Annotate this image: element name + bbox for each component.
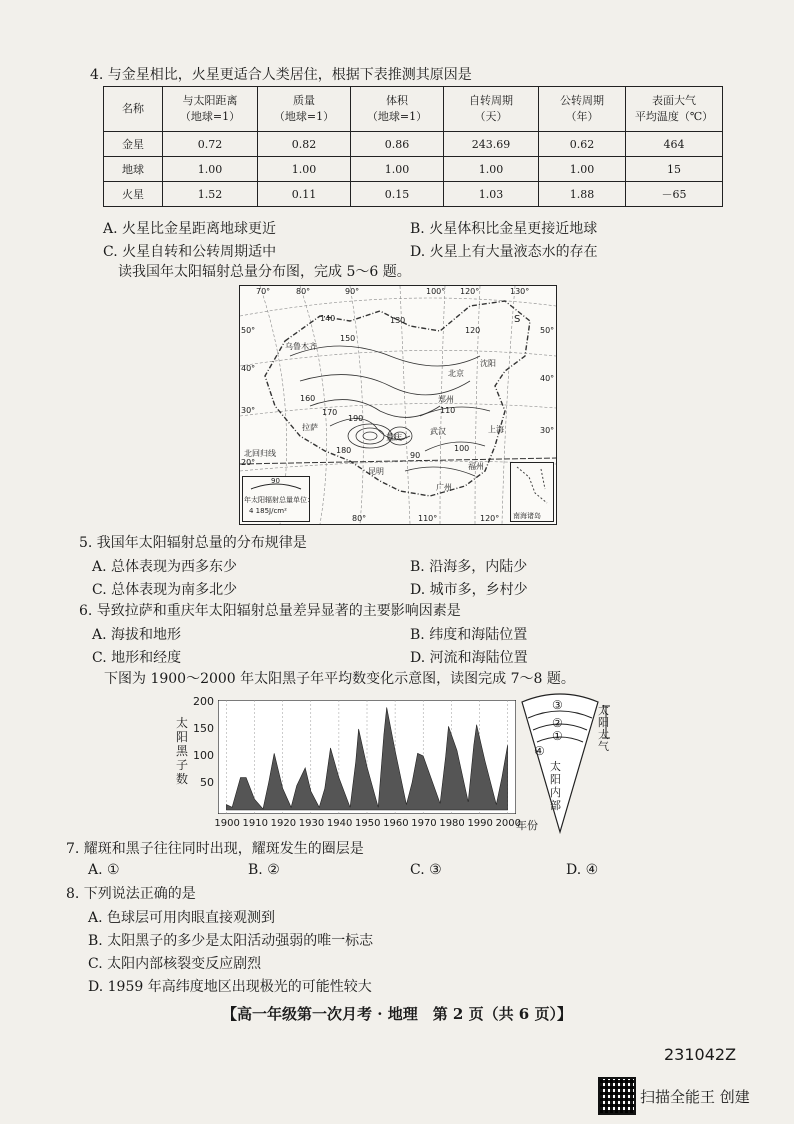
map-tick: 80° xyxy=(352,514,367,523)
sun-atmosphere-label: 太阳大气 xyxy=(598,704,609,753)
x-tick-label: 1980 xyxy=(439,818,465,829)
sun-layer-4: ④ xyxy=(534,744,545,758)
y-tick-label: 100 xyxy=(193,749,214,762)
x-tick-label: 1970 xyxy=(411,818,437,829)
x-tick-label: 1910 xyxy=(242,818,268,829)
map-tick: 120° xyxy=(460,287,480,296)
q8-option-c[interactable]: C. 太阳内部核裂变反应剧烈 xyxy=(88,956,262,972)
city-label: 乌鲁木齐 xyxy=(285,342,317,351)
map-tick: 110° xyxy=(418,514,438,523)
q5-option-b[interactable]: B. 沿海多，内陆少 xyxy=(410,559,528,575)
city-label: 北京 xyxy=(448,369,464,378)
map-tick: 20° xyxy=(241,458,256,467)
q5-option-a[interactable]: A. 总体表现为西多东少 xyxy=(92,559,238,575)
map-tick: 30° xyxy=(540,426,555,435)
qr-code-icon xyxy=(598,1077,636,1115)
isoline-label: 160 xyxy=(300,394,316,403)
intro-7-8: 下图为 1900～2000 年太阳黑子年平均数变化示意图，读图完成 7～8 题。 xyxy=(104,671,575,687)
table-header: 表面大气 平均温度（℃） xyxy=(626,87,723,132)
map-tick: 120° xyxy=(480,514,500,523)
q5-option-c[interactable]: C. 总体表现为南多北少 xyxy=(92,582,238,598)
table-header: 公转周期 （年） xyxy=(539,87,626,132)
isoline-label: 110 xyxy=(440,406,456,415)
q7-option-a[interactable]: A. ① xyxy=(88,862,120,878)
isoline-label: 180 xyxy=(336,446,352,455)
q8-option-d[interactable]: D. 1959 年高纬度地区出现极光的可能性较大 xyxy=(88,979,372,995)
city-label: 拉萨 xyxy=(302,423,318,432)
q6-option-a[interactable]: A. 海拔和地形 xyxy=(92,627,182,643)
city-label: 郑州 xyxy=(438,395,454,404)
inset-label: 南海诸岛 xyxy=(513,512,541,520)
q8-option-b[interactable]: B. 太阳黑子的多少是太阳活动强弱的唯一标志 xyxy=(88,933,374,949)
tropic-label: 北回归线 xyxy=(244,449,276,458)
isoline-label: 140 xyxy=(320,314,336,323)
south-china-sea-inset xyxy=(510,462,554,522)
table-header-row xyxy=(104,87,723,132)
city-label: 福州 xyxy=(468,462,484,471)
q4-stem: 4. 与金星相比，火星更适合人类居住，根据下表推测其原因是 xyxy=(90,67,472,83)
isoline-label: 130 xyxy=(390,316,406,325)
q6-option-d[interactable]: D. 河流和海陆位置 xyxy=(410,650,528,666)
x-tick-label: 1960 xyxy=(383,818,409,829)
table-header: 体积 （地球=1） xyxy=(351,87,444,132)
isoline-label: 190 xyxy=(348,414,364,423)
x-tick-label: 1920 xyxy=(270,818,297,829)
map-legend xyxy=(242,476,314,522)
intro-5-6: 读我国年太阳辐射总量分布图，完成 5～6 题。 xyxy=(118,264,411,280)
solar-radiation-map xyxy=(239,285,557,525)
exam-code: 231042Z xyxy=(664,1045,737,1064)
sunspot-chart xyxy=(218,700,516,814)
legend-sample-value: 90 xyxy=(271,477,280,485)
sun-layer-1: ① xyxy=(552,729,563,743)
table-header: 质量 （地球=1） xyxy=(258,87,351,132)
map-tick: 90° xyxy=(345,287,360,296)
map-tick: 50° xyxy=(540,326,555,335)
table-header: 与太阳距离 （地球=1） xyxy=(163,87,258,132)
x-tick-label: 1930 xyxy=(298,818,325,829)
q4-option-c[interactable]: C. 火星自转和公转周期适中 xyxy=(103,244,277,260)
q4-option-d[interactable]: D. 火星上有大量液态水的存在 xyxy=(410,244,598,260)
city-label: 昆明 xyxy=(368,467,384,476)
isoline-label: 170 xyxy=(322,408,338,417)
x-tick-label: 1950 xyxy=(355,818,381,829)
legend-unit-label: 年太阳辐射总量单位： xyxy=(244,496,314,504)
table-row: 地球 1.00 1.00 1.00 1.00 1.00 15 xyxy=(104,157,723,182)
q7-option-b[interactable]: B. ② xyxy=(248,862,280,878)
scanner-watermark: 扫描全能王 创建 xyxy=(640,1088,750,1106)
map-tick: 40° xyxy=(241,364,256,373)
q7-option-c[interactable]: C. ③ xyxy=(410,862,442,878)
y-tick-label: 150 xyxy=(193,722,214,735)
q5-option-d[interactable]: D. 城市多，乡村少 xyxy=(410,582,528,598)
q6-stem: 6. 导致拉萨和重庆年太阳辐射总量差异显著的主要影响因素是 xyxy=(79,603,461,619)
x-tick-label: 2000 xyxy=(495,818,522,829)
table-row: 金星 0.72 0.82 0.86 243.69 0.62 464 xyxy=(104,132,723,157)
isoline-label: 100 xyxy=(454,444,470,453)
city-label: 武汉 xyxy=(430,427,446,436)
x-tick-label: 1990 xyxy=(467,818,493,829)
sun-interior-label: 太阳内部 xyxy=(550,760,561,812)
planet-table xyxy=(103,86,723,207)
y-tick-label: 50 xyxy=(200,776,214,789)
map-tick: 40° xyxy=(540,374,555,383)
map-tick: 50° xyxy=(241,326,256,335)
chart-xlabel: 年份 xyxy=(516,819,538,832)
sun-layer-3: ③ xyxy=(552,698,563,712)
city-label: 沈阳 xyxy=(480,359,496,368)
inset-drawing xyxy=(511,463,553,511)
map-tick: 30° xyxy=(241,406,256,415)
q7-stem: 7. 耀斑和黑子往往同时出现，耀斑发生的圈层是 xyxy=(66,841,364,857)
sun-layer-2: ② xyxy=(552,716,563,730)
map-tick: 100° xyxy=(426,287,446,296)
x-tick-label: 1900 xyxy=(214,818,240,829)
city-label: 上海 xyxy=(488,425,504,434)
map-tick: 70° xyxy=(256,287,271,296)
q4-option-a[interactable]: A. 火星比金星距离地球更近 xyxy=(103,221,277,237)
isoline-label: 90 xyxy=(410,451,421,460)
table-header: 自转周期 （天） xyxy=(444,87,539,132)
page-footer: 【高一年级第一次月考 · 地理 第 2 页（共 6 页）】 xyxy=(222,1005,572,1023)
q8-option-a[interactable]: A. 色球层可用肉眼直接观测到 xyxy=(88,910,276,926)
y-tick-label: 200 xyxy=(193,695,214,708)
q7-option-d[interactable]: D. ④ xyxy=(566,862,599,878)
isoline-label: 150 xyxy=(340,334,356,343)
q4-option-b[interactable]: B. 火星体积比金星更接近地球 xyxy=(410,221,598,237)
q6-option-c[interactable]: C. 地形和经度 xyxy=(92,650,182,666)
isoline-label: 120 xyxy=(465,326,481,335)
q8-stem: 8. 下列说法正确的是 xyxy=(66,886,196,902)
map-s-mark: S xyxy=(514,314,521,325)
city-label: 广州 xyxy=(436,483,452,492)
map-tick: 80° xyxy=(296,287,311,296)
q6-option-b[interactable]: B. 纬度和海陆位置 xyxy=(410,627,528,643)
table-row: 火星 1.52 0.11 0.15 1.03 1.88 －65 xyxy=(104,182,723,207)
city-label: 重庆 xyxy=(386,433,402,442)
chart-ylabel: 太阳黑子数 xyxy=(176,716,189,786)
legend-unit-value: 4 185J/cm² xyxy=(249,507,287,515)
x-tick-label: 1940 xyxy=(326,818,353,829)
map-tick: 130° xyxy=(510,287,530,296)
q5-stem: 5. 我国年太阳辐射总量的分布规律是 xyxy=(79,535,307,551)
table-header: 名称 xyxy=(104,87,163,132)
